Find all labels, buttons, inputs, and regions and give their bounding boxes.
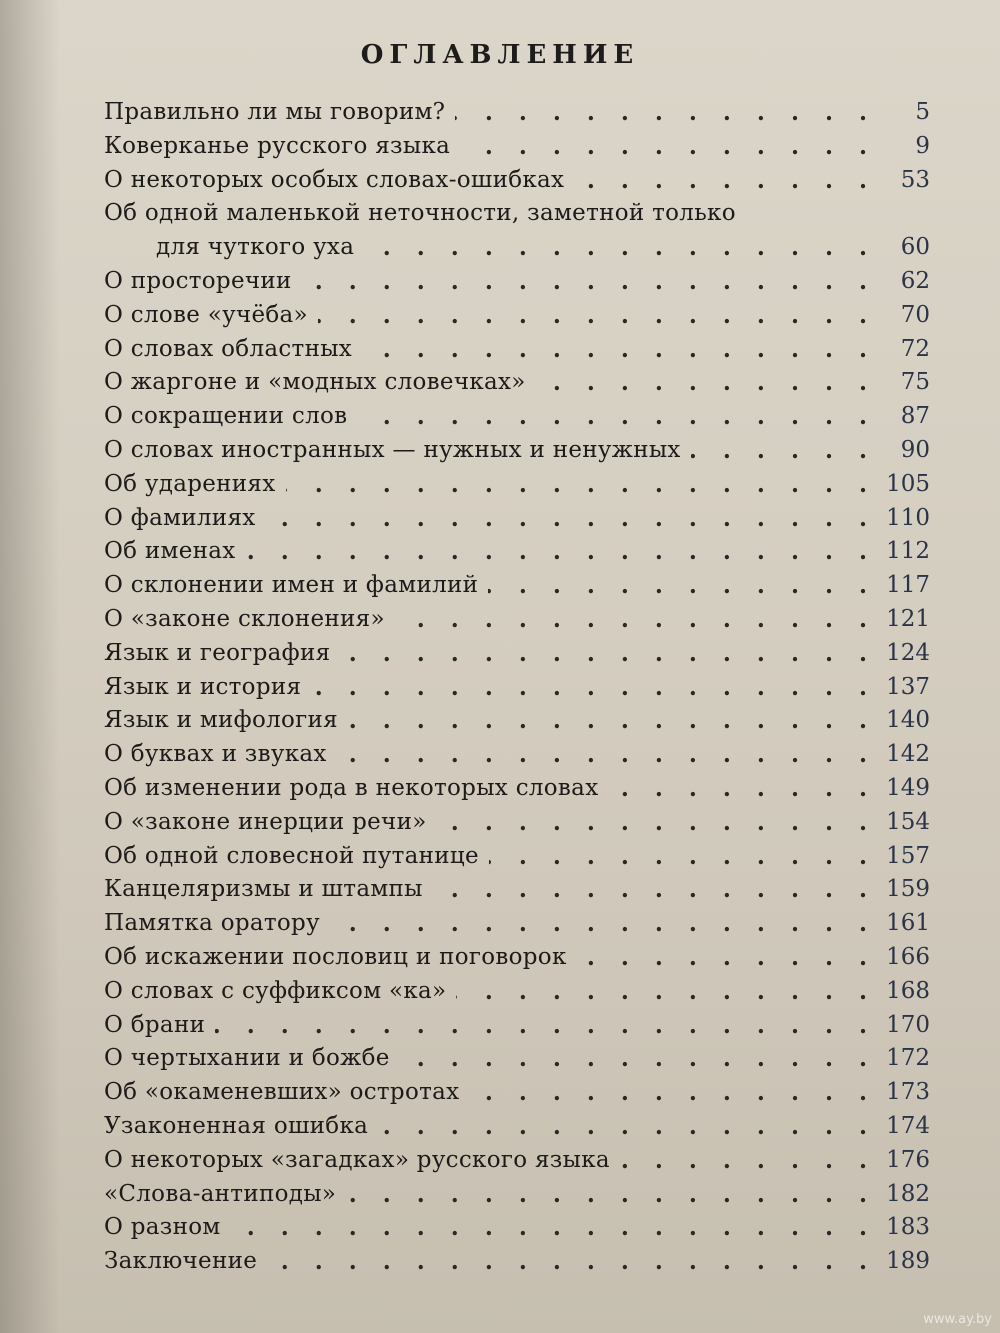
toc-entry-page: 110: [886, 504, 930, 531]
toc-entry: [104, 806, 930, 840]
dot-leader: [608, 772, 876, 806]
toc-entry: [104, 941, 930, 975]
toc-entry-page: 161: [886, 910, 930, 937]
toc-entry: [104, 1178, 930, 1212]
toc-entry-title: О некоторых «загадках» русского языка: [104, 1146, 610, 1173]
toc-entry-page: 72: [900, 335, 930, 362]
dot-leader: [437, 806, 876, 840]
toc-entry-page: 170: [886, 1011, 930, 1038]
dot-leader: [348, 704, 876, 738]
toc-entry-title: О брани: [104, 1011, 206, 1038]
toc-entry-page: 5: [915, 99, 930, 125]
toc-entry-title: О жаргоне и «модных словечках»: [104, 369, 526, 396]
dot-leader: [577, 941, 876, 975]
toc-entry-title: О склонении имен и фамилий: [104, 572, 479, 599]
dot-leader: [302, 265, 876, 299]
toc-entry-title: О сокращении слов: [104, 403, 348, 430]
toc-entry: [104, 1042, 930, 1076]
toc-entry-title: Об одной словесной путанице: [104, 842, 479, 869]
toc-entry-page: 182: [886, 1180, 930, 1207]
dot-leader: [691, 434, 876, 468]
toc-entry-page: 176: [886, 1146, 930, 1173]
toc-entry: [104, 130, 930, 164]
toc-entry-page: 117: [886, 572, 930, 599]
toc-entry-page: 154: [886, 808, 930, 835]
toc-entry-page: 157: [886, 842, 930, 869]
toc-entry-title: Язык и география: [104, 639, 331, 666]
toc-entry-page: 142: [886, 741, 930, 768]
dot-leader: [364, 231, 876, 265]
toc-entry-page: 159: [886, 876, 930, 903]
toc-entry: [104, 333, 930, 367]
toc-entry: [104, 603, 930, 637]
toc-entry-page: 87: [900, 403, 930, 430]
dot-leader: [378, 1110, 876, 1144]
toc-entry-title: О фамилиях: [104, 504, 256, 531]
dot-leader: [357, 400, 876, 434]
dot-leader: [400, 1042, 876, 1076]
dot-leader: [337, 738, 876, 772]
toc-entry-page: 62: [900, 267, 930, 294]
dot-leader: [488, 569, 876, 603]
dot-leader: [266, 502, 876, 536]
dot-leader: [267, 1245, 876, 1279]
toc-entry-title: Коверканье русского языка: [104, 132, 451, 159]
dot-leader: [456, 975, 876, 1009]
toc-entry: [104, 637, 930, 671]
page-gutter-shadow: [0, 0, 60, 1333]
dot-leader: [362, 333, 876, 367]
toc-entry-title: Узаконенная ошибка: [104, 1112, 369, 1139]
dot-leader: [246, 535, 876, 569]
toc-entry-continuation: [104, 231, 930, 265]
dot-leader: [395, 603, 876, 637]
dot-leader: [340, 637, 876, 671]
dot-leader: [215, 1009, 876, 1043]
toc-entry-title: «Слова-антиподы»: [104, 1180, 337, 1207]
toc-entry: [104, 1144, 930, 1178]
toc-entry-title: О словах с суффиксом «ка»: [104, 977, 447, 1004]
toc-entry: [104, 502, 930, 536]
toc-entry-page: 174: [886, 1112, 930, 1139]
toc-entry-title: О некоторых особых словах-ошибках: [104, 166, 565, 193]
toc-entry: [104, 299, 930, 333]
toc-entry: [104, 738, 930, 772]
dot-leader: [460, 130, 876, 164]
toc-entry: [104, 704, 930, 738]
dot-leader: [330, 907, 876, 941]
toc-entry-page: 166: [886, 943, 930, 970]
toc-entry-title: О чертыхании и божбе: [104, 1045, 390, 1072]
toc-entry-title: О словах областных: [104, 335, 353, 362]
toc-entry-title: О «законе инерции речи»: [104, 808, 427, 835]
toc-entry-page: 112: [886, 538, 930, 565]
toc-entry-title: Правильно ли мы говорим?: [104, 99, 446, 125]
page-title: ОГЛАВЛЕНИЕ: [360, 40, 640, 70]
toc-entry-page: 75: [900, 369, 930, 396]
toc-entry: [104, 1110, 930, 1144]
toc-entry-page: 53: [900, 166, 930, 193]
toc-entry: [104, 1245, 930, 1279]
toc-entry: [104, 366, 930, 400]
dot-leader: [620, 1144, 876, 1178]
toc-entry-title-continued: для чуткого уха: [156, 234, 355, 261]
toc-entry-title: О «законе склонения»: [104, 605, 385, 632]
toc-entry-page: 121: [886, 605, 930, 632]
toc-entry-title: Об именах: [104, 538, 236, 565]
toc-entry-title: О словах иностранных — нужных и ненужных: [104, 436, 681, 463]
toc-entry-page: 105: [886, 470, 930, 497]
dot-leader: [489, 840, 876, 874]
toc-entry-title: Язык и история: [104, 673, 302, 700]
toc-entry-title: Об «окаменевших» остротах: [104, 1079, 460, 1106]
toc-entry-title: О буквах и звуках: [104, 741, 327, 768]
toc-entry: [104, 434, 930, 468]
toc-entry-title: Об искажении пословиц и поговорок: [104, 943, 567, 970]
toc-entry-page: 149: [886, 774, 930, 801]
toc-entry-page: 183: [886, 1214, 930, 1241]
toc-entry-page: 90: [900, 436, 930, 463]
toc-entry-page: 189: [886, 1248, 930, 1275]
toc-entry-title: Об ударениях: [104, 470, 276, 497]
toc-entry-page: 172: [886, 1045, 930, 1072]
toc-entry-page: 70: [900, 301, 930, 328]
toc-entry-title: О слове «учёба»: [104, 301, 308, 328]
table-of-contents: [104, 96, 930, 1279]
toc-entry: [104, 907, 930, 941]
toc-entry: [104, 1211, 930, 1245]
toc-entry-page: 9: [915, 132, 930, 159]
toc-entry-title: Памятка оратору: [104, 910, 320, 937]
toc-entry-first-line: [104, 197, 930, 231]
toc-entry: [104, 873, 930, 907]
dot-leader: [455, 96, 876, 130]
toc-entry: [104, 671, 930, 705]
dot-leader: [311, 671, 876, 705]
dot-leader: [346, 1178, 876, 1212]
toc-entry: [104, 164, 930, 198]
watermark: www.ay.by: [923, 1312, 992, 1327]
toc-entry: [104, 400, 930, 434]
toc-entry: [104, 1076, 930, 1110]
dot-leader: [469, 1076, 876, 1110]
toc-entry: [104, 1009, 930, 1043]
toc-entry-title: О просторечии: [104, 267, 292, 294]
toc-entry: [104, 772, 930, 806]
toc-entry: [104, 96, 930, 130]
toc-entry: [104, 975, 930, 1009]
dot-leader: [231, 1211, 876, 1245]
toc-entry: [104, 840, 930, 874]
toc-entry-page: 168: [886, 977, 930, 1004]
toc-entry-page: 173: [886, 1079, 930, 1106]
toc-entry-page: 124: [886, 639, 930, 666]
toc-entry-page: 137: [886, 673, 930, 700]
toc-entry-title: Заключение: [104, 1248, 258, 1275]
toc-entry: [104, 569, 930, 603]
toc-entry-page: 60: [900, 234, 930, 261]
dot-leader: [574, 164, 876, 198]
dot-leader: [433, 873, 876, 907]
toc-entry-title: Об изменении рода в некоторых словах: [104, 774, 599, 801]
dot-leader: [286, 468, 877, 502]
toc-entry: [104, 265, 930, 299]
toc-entry: [104, 468, 930, 502]
toc-entry-title: Язык и мифология: [104, 707, 338, 734]
toc-entry: [104, 535, 930, 569]
toc-entry-title: О разном: [104, 1214, 221, 1241]
toc-entry-title: Об одной маленькой неточности, заметной только: [104, 200, 736, 227]
dot-leader: [536, 366, 876, 400]
toc-entry-title: Канцеляризмы и штампы: [104, 876, 423, 903]
dot-leader: [318, 299, 876, 333]
toc-entry-page: 140: [886, 707, 930, 734]
